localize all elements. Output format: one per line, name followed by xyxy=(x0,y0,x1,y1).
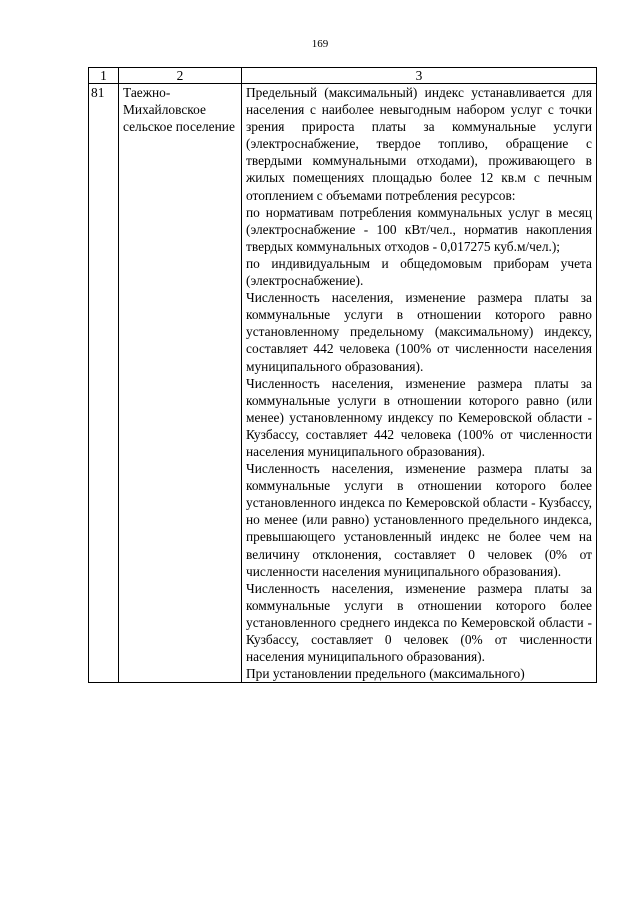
paragraph-norms: по нормативам потребления коммунальных услуг в месяц (электроснабжение - 100 кВт/чел., норматив накопления твердых коммунальных отходов - 0,017275 куб.м/чел.); xyxy=(246,204,592,254)
page-number: 169 xyxy=(311,38,329,50)
paragraph-above-regional-index: Численность населения, изменение размера платы за коммунальные услуги в отношении которого более установленного индекса по Кемеровской области - Кузбассу, но менее (или равно) установленного предельного индекса, превышающего установленный индекс не более чем на величину отклонения, составляет 0 человек (0% от численности населения муниципального образования). xyxy=(246,461,592,579)
table-header-row xyxy=(89,68,597,84)
paragraph-meters: по индивидуальным и общедомовым приборам учета (электроснабжение). xyxy=(246,255,592,289)
paragraph-continuation: При установлении предельного (максимального) xyxy=(246,666,525,682)
paragraph-equal-regional-index: Численность населения, изменение размера платы за коммунальные услуги в отношении которого равно (или менее) установленному индексу по Кемеровской области - Кузбассу, составляет 442 человека (100% от численности населения муниципального образования). xyxy=(246,375,592,459)
table-row xyxy=(89,84,597,683)
column-header-2: 2 xyxy=(119,68,242,84)
document-table xyxy=(88,67,597,683)
paragraph-equal-max-index: Численность населения, изменение размера платы за коммунальные услуги в отношении которого равно установленному предельному (максимальному) индексу, составляет 442 человека (100% от численности населения муниципального образования). xyxy=(246,290,592,374)
paragraph-above-average-index: Численность населения, изменение размера платы за коммунальные услуги в отношении которого более установленного среднего индекса по Кемеровской области - Кузбассу, составляет 0 человек (0% от численности населения муниципального образования). xyxy=(246,580,592,665)
settlement-name: Таежно-Михайловское сельское поселение xyxy=(119,84,242,683)
row-number: 81 xyxy=(89,84,119,683)
paragraph-index-definition: Предельный (максимальный) индекс устанавливается для населения с наиболее невыгодным набором услуг с точки зрения прироста платы за коммунальные услуги (электроснабжение, твердое топливо, обращение с твердыми коммунальными отходами), проживающего в жилых помещениях площадью более 12 кв.м с печным отоплением с объемами потребления ресурсов: xyxy=(246,85,592,203)
description-cell xyxy=(242,84,597,683)
column-header-3: 3 xyxy=(242,68,597,84)
column-header-1: 1 xyxy=(89,68,119,84)
